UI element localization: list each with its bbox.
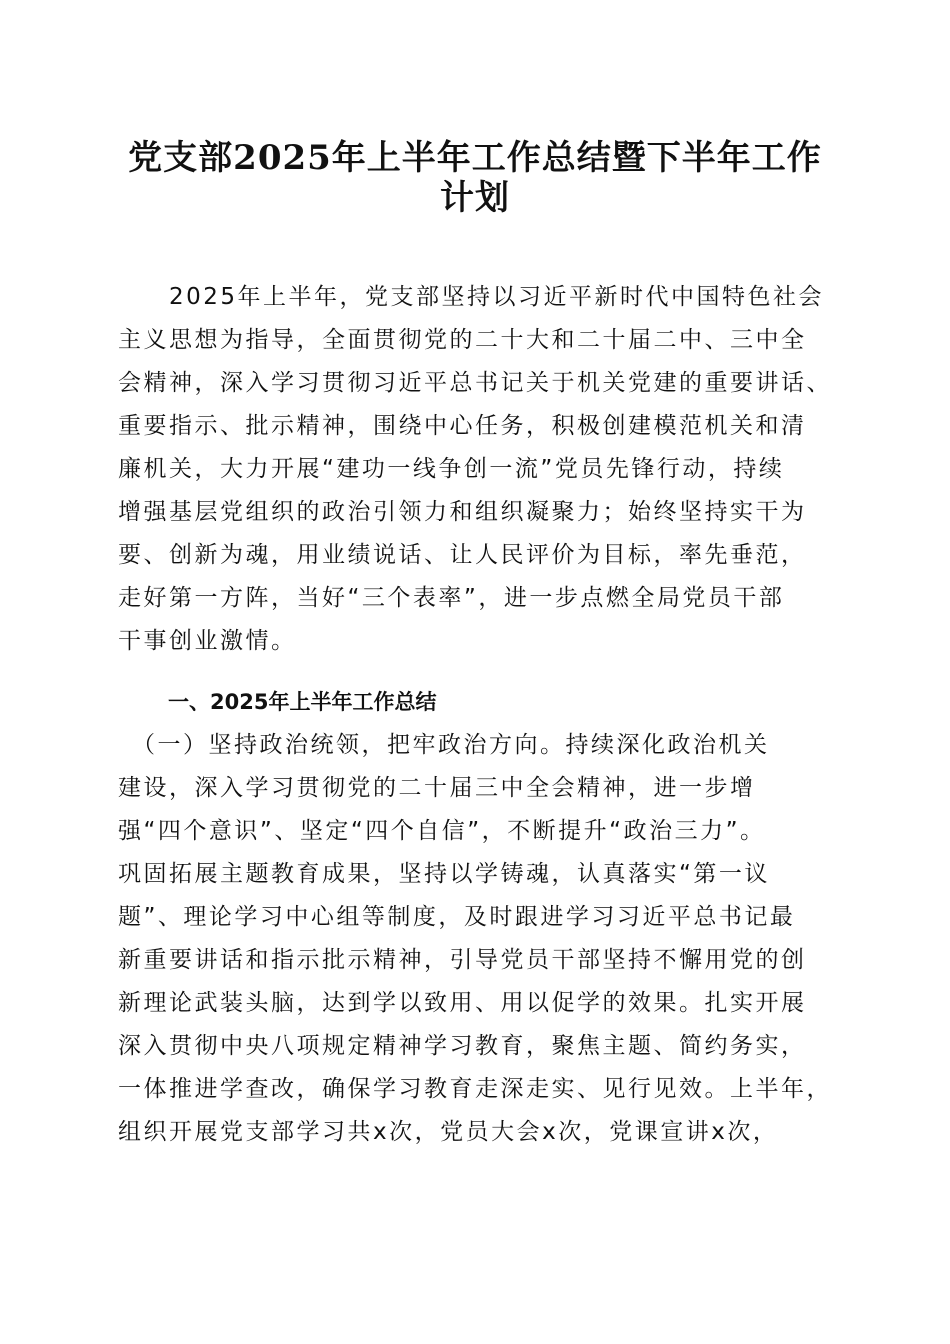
section-1-line: 组织开展党支部学习共x次，党员大会x次，党课宣讲x次， (118, 1119, 779, 1145)
section-1-line: （一）坚持政治统领，把牢政治方向。持续深化政治机关 (118, 732, 770, 758)
intro-line: 2025年上半年，党支部坚持以习近平新时代中国特色社会 (118, 284, 825, 310)
intro-line: 走好第一方阵，当好“三个表率”，进一步点燃全局党员干部 (118, 585, 785, 611)
title-line-2: 计划 (440, 178, 510, 218)
intro-line: 干事创业激情。 (118, 628, 297, 654)
section-1-paragraph (118, 724, 858, 1154)
title-line-1: 党支部2025年上半年工作总结暨下半年工作 (128, 138, 822, 178)
intro-line: 增强基层党组织的政治引领力和组织凝聚力；始终坚持实干为 (118, 499, 807, 525)
intro-paragraph (118, 276, 858, 663)
section-1-line: 新重要讲话和指示批示精神，引导党员干部坚持不懈用党的创 (118, 947, 807, 973)
intro-line: 主义思想为指导，全面贯彻党的二十大和二十届二中、三中全 (118, 327, 807, 353)
section-1-line: 新理论武装头脑，达到学以致用、用以促学的效果。扎实开展 (118, 990, 807, 1016)
intro-line: 会精神，深入学习贯彻习近平总书记关于机关党建的重要讲话、 (118, 370, 832, 396)
document-title (110, 138, 840, 218)
section-1-line: 强“四个意识”、坚定“四个自信”，不断提升“政治三力”。 (118, 818, 766, 844)
intro-line: 要、创新为魂，用业绩说话、让人民评价为目标，率先垂范， (118, 542, 807, 568)
section-1-line: 深入贯彻中央八项规定精神学习教育，聚焦主题、简约务实， (118, 1033, 807, 1059)
intro-line: 重要指示、批示精神，围绕中心任务，积极创建模范机关和清 (118, 413, 807, 439)
section-1-line: 建设，深入学习贯彻党的二十届三中全会精神，进一步增 (118, 775, 756, 801)
section-1-line: 巩固拓展主题教育成果，坚持以学铸魂，认真落实“第一议 (118, 861, 770, 887)
section-1-line: 题”、理论学习中心组等制度，及时跟进学习习近平总书记最 (118, 904, 796, 930)
section-1-heading: 一、2025年上半年工作总结 (168, 690, 437, 714)
intro-line: 廉机关，大力开展“建功一线争创一流”党员先锋行动，持续 (118, 456, 785, 482)
section-1-line: 一体推进学查改，确保学习教育走深走实、见行见效。上半年， (118, 1076, 832, 1102)
